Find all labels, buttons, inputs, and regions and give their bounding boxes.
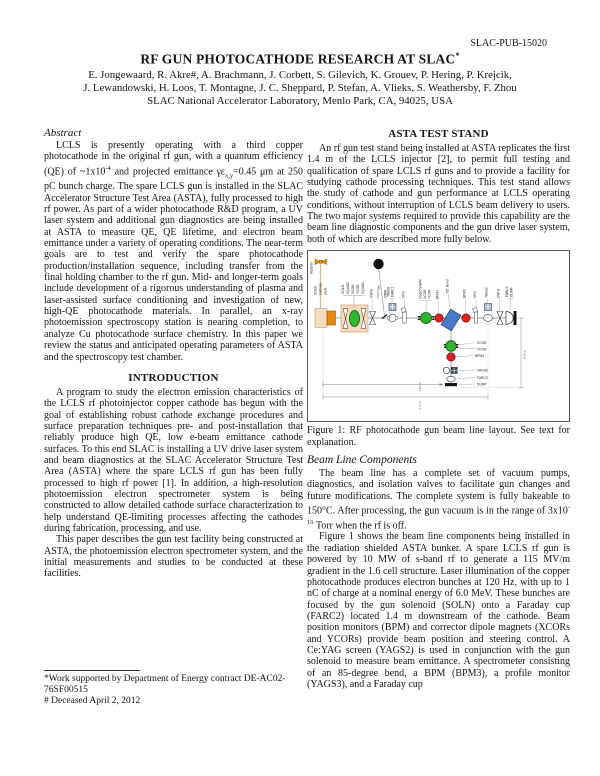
- leader-bpm2: [466, 299, 467, 313]
- abstract-text-3: =0.45 μm at 250 pC bunch charge. The spare LCLS gun is installed in the SLAC Accelerator Structure Test Area (ASTA), fully processed to high rf power. As part of a wider photocathode R&D program, a UV laser system and additional gun diagnostics are being installed at ASTA to measure QE, QE lifetime, and electron beam emittance under a variety of operating conditions. The near-term goals are to test and verify the spare photocathode production/installation sequence, including transfer from the final holding chamber to the rf gun. Mid- and longer-term goals include development of a rigorous understanding of plasma and laser-assisted surface conditioning and investigation of new, high-QE photocathode materials. In parallel, an x-ray photoemission spectroscopy station is nearing completion, to analyze Cu photocathode surface chemistry. In this paper we review the status and anticipated operating parameters of ASTA and the spectroscopy test chamber.: [44, 166, 303, 363]
- vpo2-body: [474, 312, 477, 323]
- label-ycor1: YCOR: [356, 284, 360, 295]
- label-farc3: FARC3: [477, 375, 488, 380]
- introduction-paragraph-1: A program to study the electron emission characteristics of the LCLS rf photoinjector copper cathode has begun with the goal of establishing robust cathode exchange procedures and surface preparation techniques pre- and post-installation that reliably produce high QE, low e-beam emittance cathode surfaces. To this end SLAC is installing a UV drive laser system and beam diagnostics at the SLAC Accelerator Structure Test Area (ASTA) where the spare LCLS rf gun has been fully processed to high rf power [1]. In addition, a high-resolution photoemission electron spectrometer system is being constructed to allow detailed cathode surface characterization to help understand QE-limiting processes affecting the cathodes during fabrication, processing, and use.: [44, 386, 303, 534]
- beamline-text-1: The beam line has a complete set of vacuum pumps, diagnostics, and isolation valves to facilitate gun changes and future modifications. The complete system is fully bakeable to 150°C. After processing, the gun vacuum is in the range of 3x10: [307, 468, 570, 517]
- label-xcor1: XCOR: [351, 284, 355, 295]
- footnote-block: [44, 670, 304, 708]
- label-yags3: YAGS3: [477, 368, 488, 373]
- label-dim-14: 1.4 m: [418, 401, 422, 410]
- beamline-paragraph-2: Figure 1 shows the beam line components being installed in the radiation shielded ASTA bunker. A spare LCLS rf gun is powered by 10 MW of s-band rf to generate a 115 MV/m gradient in the 1.6 cell structure. Laser illumination of the copper photocathode produces electron bunches at 120 Hz, with up to 1 nC of charge at a nominal energy of 6.0 MeV. These bunches are focused by the gun solenoid (SOLN) onto a Faraday cup (FARC2) located 1.4 m downstream of the cathode. Beam position monitors (BPM) and corrector dipole magnets (XCORs and YCORs) provide beam position and steering control. A Ce:YAG screen (YAGS2) is used in conjunction with the gun solenoid to measure beam emittance. A spectrometer consisting of an 85-degree bend, a BPM (BPM3), a profile monitor (YAGS3), and a Faraday cup: [307, 531, 570, 690]
- author-block: [0, 69, 600, 107]
- label-dim-110: 1.10 m: [418, 382, 422, 392]
- label-dump1: DUMP: [509, 287, 514, 298]
- gun-body: [327, 311, 336, 325]
- farc2-cup: [506, 312, 513, 325]
- valve2-bottom: [497, 318, 503, 325]
- abstract-text-2: and projected emittance γε: [110, 166, 225, 178]
- label-laser-light: Laser light: [375, 284, 381, 300]
- publication-number: SLAC-PUB-15020: [470, 38, 547, 49]
- asta-heading: ASTA TEST STAND: [388, 128, 489, 140]
- dump2-bar: [445, 383, 457, 386]
- right-column: [307, 124, 570, 690]
- paper-title-text: RF GUN PHOTOCATHODE RESEARCH AT SLAC: [140, 51, 456, 67]
- laser-source: [373, 259, 383, 269]
- label-bpm2: BPM2: [462, 289, 467, 299]
- yags3-farc3-dump-shape: [443, 367, 457, 386]
- introduction-heading: INTRODUCTION: [128, 371, 219, 384]
- label-bpm1: BPM1: [435, 290, 440, 300]
- valve-top: [370, 312, 376, 319]
- valve2-top: [497, 312, 503, 319]
- label-vpo1: VPO: [401, 291, 406, 299]
- authors-line-2: J. Lewandowski, H. Loos, T. Montagne, J. C. Sheppard, P. Stefan, A. Vlieks, S. Weathersby, F. Zhou: [83, 81, 517, 94]
- label-vvpg1: VVPG: [369, 288, 374, 299]
- yags1-farc1-shape: [387, 304, 397, 322]
- valve-bottom: [370, 318, 376, 325]
- label-squad2: SQUAD: [361, 282, 365, 295]
- vpo2-shape: [473, 308, 478, 324]
- label-xcor3: XCOR: [477, 341, 487, 346]
- label-farc1: FARC1: [390, 286, 395, 298]
- leader-yags3: [459, 370, 475, 371]
- introduction-paragraph-2: This paper describes the gun test facility being constructed at ASTA, the photoemission electron spectrometer system, and the initial measurements and studies to be conducted at these facilities.: [44, 534, 303, 580]
- label-squad1: SQUAD: [346, 282, 350, 295]
- gun-flange: [315, 309, 327, 328]
- vpo1-head: [401, 308, 406, 313]
- label-yags2: YAGS2: [484, 287, 489, 299]
- label-ycor2: YCOR: [427, 289, 432, 300]
- label-yags1: YAGS1: [386, 286, 391, 298]
- corrector-group-1: [418, 313, 444, 324]
- label-bend: 85° Bend: [445, 279, 450, 294]
- label-gun: GUN: [323, 287, 328, 296]
- bpm3-shape: [447, 353, 455, 361]
- vpo2-head: [473, 308, 478, 313]
- corrector-magnet-2: [446, 341, 457, 352]
- figure-caption: Figure 1: RF photocathode gun beam line layout. See text for explanation.: [307, 425, 570, 448]
- bpm2-shape: [462, 314, 470, 322]
- farc3-cup: [447, 376, 455, 382]
- dim-110-arrow: [440, 383, 444, 386]
- yags2-shape: [484, 304, 493, 322]
- leader-bpm3: [456, 356, 473, 358]
- authors-line-1: E. Jongewaard, R. Akre#, A. Brachmann, J. Corbett, S. Gilevich, K. Grouev, P. Hering, P. Krejcik,: [88, 69, 512, 81]
- farc2-dump-shape: [506, 311, 517, 325]
- abstract-text-1: LCLS is presently operating with a third copper photocathode in the original rf gun, with a quantum efficiency (QE) of ~1x10: [44, 140, 303, 178]
- asta-paragraph: An rf gun test stand being installed at ASTA replicates the first 1.4 m of the LCLS injector [2], to permit full testing and qualification of spare LCLS rf guns and to provide a facility for studying cathode processing techniques. This test stand allows the study of cathode and gun performance at LCLS operating conditions, without interruption of LCLS beam delivery to users. The two major systems required to provide this capability are the beam line diagnostic components and the gun drive laser system, both of which are described more fully below.: [307, 143, 570, 245]
- beamline-paragraph-1: [307, 468, 570, 531]
- label-vgcc: VGCC/VGPR: [418, 279, 423, 300]
- footnote-rule: [44, 670, 140, 671]
- abstract-paragraph: [44, 140, 303, 363]
- leader-ycor3: [458, 348, 475, 349]
- label-klystron: Klystron: [309, 262, 314, 275]
- squad-magnet: [350, 311, 360, 327]
- label-soln2: SOLN: [341, 285, 345, 295]
- label-farc2: FARC2: [505, 286, 509, 298]
- farc1-nub-right: [396, 317, 398, 320]
- footnote-line-2: # Deceased April 2, 2012: [44, 696, 141, 707]
- label-xcor2: XCOR: [423, 289, 427, 300]
- leader-farc3: [457, 377, 476, 379]
- label-dim-065: 0.65 m: [522, 349, 527, 360]
- label-bpm3: BPM3: [475, 353, 484, 358]
- corrector-magnet-1: [421, 313, 432, 324]
- yags2-chamber: [484, 315, 493, 322]
- subscript: x,y: [224, 172, 234, 180]
- label-cathode: Cathode: [318, 282, 323, 296]
- corrector-group-2: [444, 341, 459, 362]
- solenoid-assembly: [341, 305, 368, 332]
- exponent-torr: -10: [307, 504, 570, 526]
- left-column: [44, 124, 303, 580]
- yags3-chamber: [443, 367, 449, 373]
- farc1-nub-left: [387, 317, 389, 320]
- affiliation: SLAC National Accelerator Laboratory, Menlo Park, CA, 94025, USA: [147, 94, 453, 107]
- leader-bend: [449, 294, 450, 307]
- title-footnote-mark: *: [455, 51, 460, 60]
- abstract-heading: Abstract: [44, 127, 82, 139]
- vpo1-shape: [401, 308, 406, 324]
- leader-dump2: [458, 384, 475, 385]
- farc1-cup: [389, 314, 397, 322]
- figure-1: [307, 250, 570, 422]
- leader-xcor3: [458, 343, 475, 346]
- exponent: -4: [105, 164, 111, 172]
- klystron-center: [319, 260, 322, 263]
- leader-bpm1: [438, 300, 439, 313]
- label-mirr: MIRR: [383, 289, 388, 299]
- label-ycor3: YCOR: [477, 347, 487, 352]
- dump-bar: [514, 311, 517, 325]
- label-vpo2: VPO: [473, 291, 477, 299]
- paper-title: [0, 51, 600, 68]
- footnote-line-1: *Work supported by Department of Energy contract DE-AC02-76SF00515: [44, 674, 286, 696]
- beamline-diagram: [308, 251, 569, 421]
- gun-shape: [315, 309, 336, 328]
- bend-dipole-shape: [441, 309, 461, 331]
- label-vvpg2: VVPG: [496, 288, 501, 299]
- bpm1-shape: [435, 314, 443, 322]
- vpo1-body: [403, 312, 406, 323]
- label-soln-gun: SOLN: [313, 286, 318, 296]
- beamline-heading: Beam Line Components: [307, 454, 417, 467]
- beamline-text-2: Torr when the rf is off.: [313, 520, 407, 532]
- label-dump2: DUMP: [477, 382, 487, 387]
